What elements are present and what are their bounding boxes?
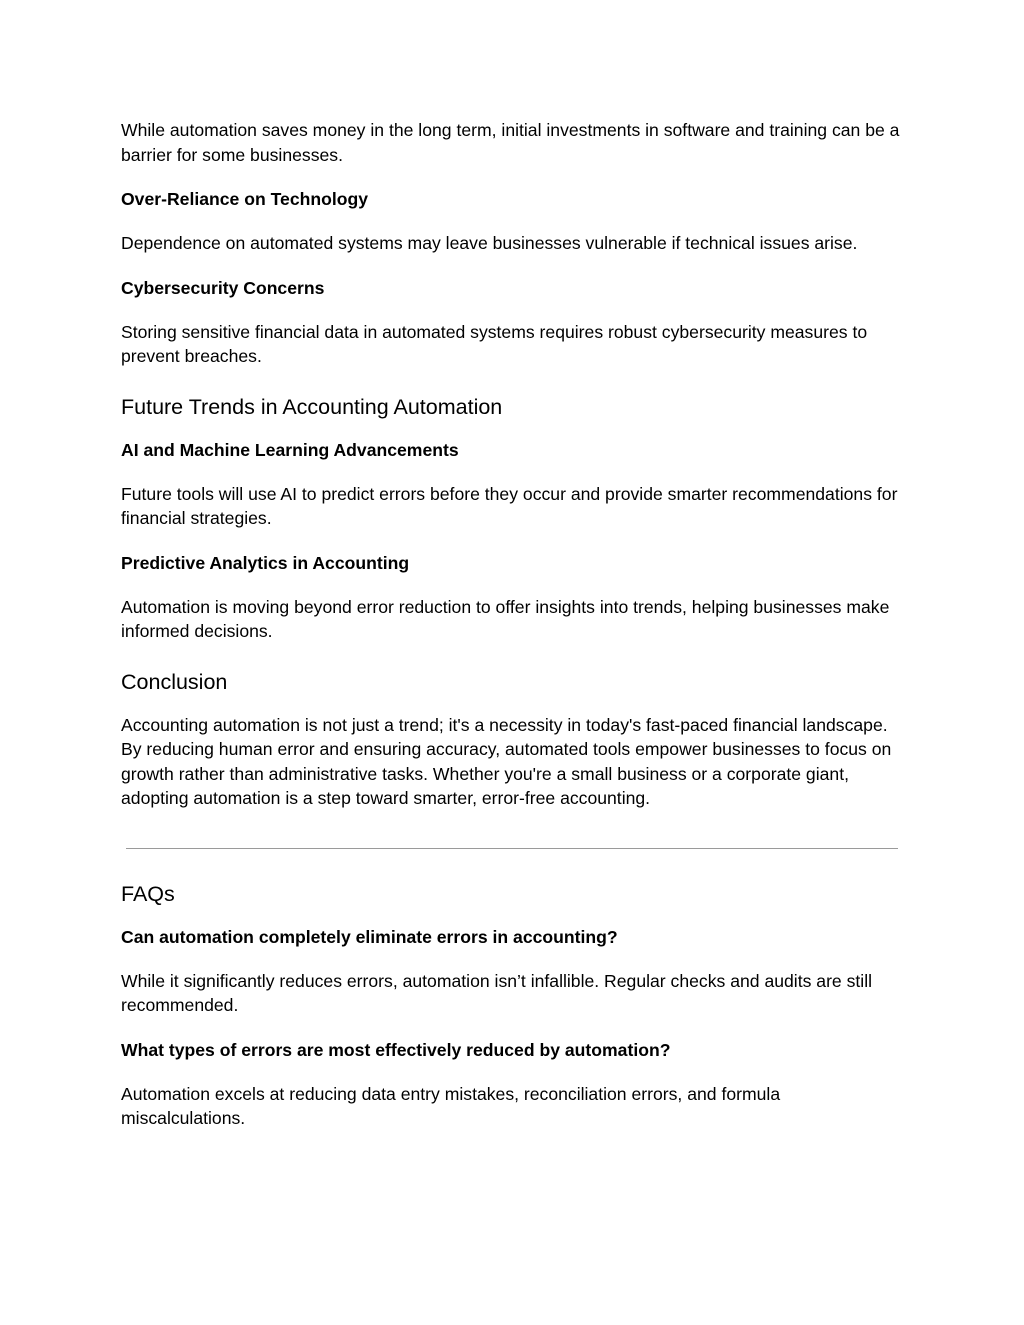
ai-ml-heading: AI and Machine Learning Advancements [121,439,459,460]
over-reliance-body: Dependence on automated systems may leave businesses vulnerable if technical issues arise. [121,233,858,253]
faqs-title: FAQs [121,881,175,906]
faq-answer: Automation excels at reducing data entry mistakes, reconciliation errors, and formula miscalculations. [121,1083,781,1128]
conclusion-title: Conclusion [121,669,228,694]
predictive-analytics-body: Automation is moving beyond error reduction to offer insights into trends, helping businesses make informed decisions. [121,596,890,641]
faq-question: Can automation completely eliminate errors in accounting? [121,926,618,947]
over-reliance-heading: Over-Reliance on Technology [121,189,369,209]
faq-question: What types of errors are most effectively reduced by automation? [121,1039,671,1060]
predictive-analytics-heading: Predictive Analytics in Accounting [121,552,410,573]
cybersecurity-body: Storing sensitive financial data in automated systems requires robust cybersecurity measures to prevent breaches. [121,321,868,366]
ai-ml-body: Future tools will use AI to predict errors before they occur and provide smarter recommendations for financial strategies. [121,483,898,528]
faq-answer: While it significantly reduces errors, automation isn’t infallible. Regular checks and audits are still recommended. [121,970,873,1015]
cybersecurity-heading: Cybersecurity Concerns [121,277,325,298]
conclusion-body: Accounting automation is not just a trend; it's a necessity in today's fast-paced financial landscape. By reducing human error and ensuring accuracy, automated tools empower businesses to focus on growth rather than administrative tasks. Whether you're a small business or a corporate giant, adopting automation is a step toward smarter, error-free accounting. [121,714,892,808]
intro-paragraph: While automation saves money in the long term, initial investments in software and training can be a barrier for some businesses. [121,120,900,165]
document-page [121,118,906,1131]
future-trends-title: Future Trends in Accounting Automation [121,394,503,419]
